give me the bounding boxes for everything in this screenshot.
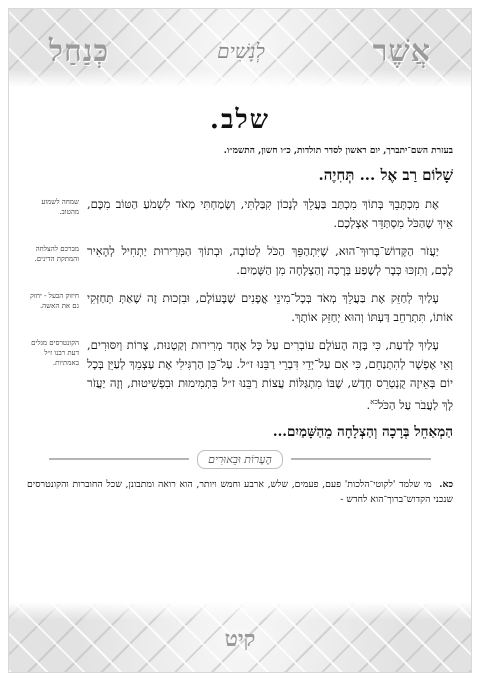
letter-title: שלב. (209, 105, 271, 135)
letter-dateline: בעזרת השם־יתברך, יום ראשון לסדר תולדות, כ״ו חשון, התשמ״ו. (223, 146, 453, 156)
notes-title: הֶעָרוֹת וּבֵאוּרִים (197, 450, 283, 469)
footnote-number: כא. (439, 478, 453, 490)
paragraph-row (27, 242, 453, 280)
paragraph-row (27, 336, 453, 415)
paragraph-row (27, 289, 453, 327)
paragraph-row (27, 195, 453, 233)
footnote-marker[interactable]: כא (370, 398, 378, 406)
masthead-right-word: אֲשֶׁר (372, 33, 431, 69)
letter-paragraph: עָלַיִךְ לָדַעַת, כִּי בָּזֶה הָעוֹלָם עוֹבְרִים עַל כָּל אֶחָד מְרִירוּת וְקַטְנוּת, צָרוֹת וְיִסּוּרִים, וְאֵי אֶפְשָׁר לְהִתְנַחֵם, כִּי אִם עַל־יְדֵי דִּבְרֵי רַבֵּנוּ ז״ל. עַל־כֵּן הַרְגִּילִי אֶת עַצְמֵךְ לְעַיֵּן בְּכָל יוֹם בְּאֵיזֶה קֻנְטְרֵס חָדָשׁ, שֶׁבּוֹ מִתְגַּלּוֹת עֲצוֹת רַבֵּנוּ ז״ל בִּתְמִימוּת וּבִפְשִׁיטוּת, וְזֶה יַעֲזֹר לָךְ לַעֲבֹר עַל הַכֹּל$^{כא}$. (87, 338, 453, 412)
paragraph-text: עָלַיִךְ לָדַעַת, כִּי בָּזֶה הָעוֹלָם עוֹבְרִים עַל כָּל אֶחָד מְרִירוּת וְקַטְנוּת, צָרוֹת וְיִסּוּרִים, וְאֵי אֶפְשָׁר לְהִתְנַחֵם, כִּי אִם עַל־יְדֵי דִּבְרֵי רַבֵּנוּ ז״ל. עַל־כֵּן הַרְגִּילִי אֶת עַצְמֵךְ לְעַיֵּן בְּכָל יוֹם בְּאֵיזֶה קֻנְטְרֵס חָדָשׁ, שֶׁבּוֹ מִתְגַּלּוֹת עֲצוֹת רַבֵּנוּ ז״ל בִּתְמִימוּת וּבִפְשִׁיטוּת, וְזֶה יַעֲזֹר לָךְ לַעֲבֹר עַל הַכֹּל (87, 338, 453, 412)
footnote-text: מי שלמד 'לקוטי־הלכות' פעם, פעמים, שלש, ארבע וחמש ויותר, הוא רואה ומתבונן, שכל החוברות והקונטרסים שנכני הקדוש־ברוך־הוא לחדש - (27, 478, 453, 505)
ornament-line (49, 458, 189, 460)
letter-paragraph: יַעֲזֹר הַקָּדוֹשׁ־בָּרוּךְ־הוּא, שֶׁיִּתְהַפֵּךְ הַכֹּל לְטוֹבָה, וּבְתוֹךְ הַמְּרִירוּת יַתְחִיל לְהָאִיר לָכֶם, וְתִזְכּוּ כְּבָר לְשֶׁפַע בְּרָכָה וְהַצְלָחָה מִן הַשָּׁמַיִם. (87, 244, 453, 277)
letter-content (27, 97, 453, 602)
margin-gloss: חיזוק הבעל - יחזק גם את האשה. (30, 292, 79, 310)
page-number: קיט (224, 626, 256, 652)
letter-paragraph: עָלַיִךְ לְחַזֵּק אֶת בַּעֲלֵךְ מְאֹד בְּכָל־מִינֵי אֳפָנִים שֶׁבָּעוֹלָם, וּבִזְכוּת זֶה שֶׁאַתְּ תְּחַזְּקִי אוֹתוֹ, תִּתְרַחֵב דַּעְתּוֹ וְהוּא יְחַזֵּק אוֹתָךְ. (87, 291, 453, 324)
masthead-center-word: לְנָשִׁים (217, 38, 265, 63)
margin-gloss: הקונטרסים מגלים דעת רבנו ז״ל באמתיות. (31, 339, 79, 367)
margin-gloss: שמחה לשמוע מהטוב. (41, 198, 79, 216)
masthead (49, 31, 431, 71)
document-page (8, 8, 472, 673)
ornament-line (291, 458, 431, 460)
masthead-left-word: כְּנַחַל (49, 33, 110, 69)
footnote (27, 477, 453, 507)
letter-greeting: שָׁלוֹם רַב אֶל ... תְּחִיֶה. (318, 166, 453, 184)
letter-paragraph: אֶת מִכְתָּבֵךְ בְּתוֹךְ מִכְתַּב בַּעֲלֵךְ לְנָכוֹן קִבַּלְתִּי, וְשָׂמַחְתִּי מְאֹד לִשְׁמֹעַ הַטּוֹב מִכֶּם, אֵיךְ שֶׁהַכֹּל מִסְתַּדֵּר אֶצְלְכֶם. (87, 197, 453, 230)
notes-section-header (27, 450, 453, 469)
margin-gloss: מברכם להצלחה והמתקת הדינים. (34, 245, 79, 263)
letter-closing: הַמְאַחֵל בְּרָכָה וְהַצְלָחָה מֵהַשָּׁמַיִם... (272, 423, 453, 440)
